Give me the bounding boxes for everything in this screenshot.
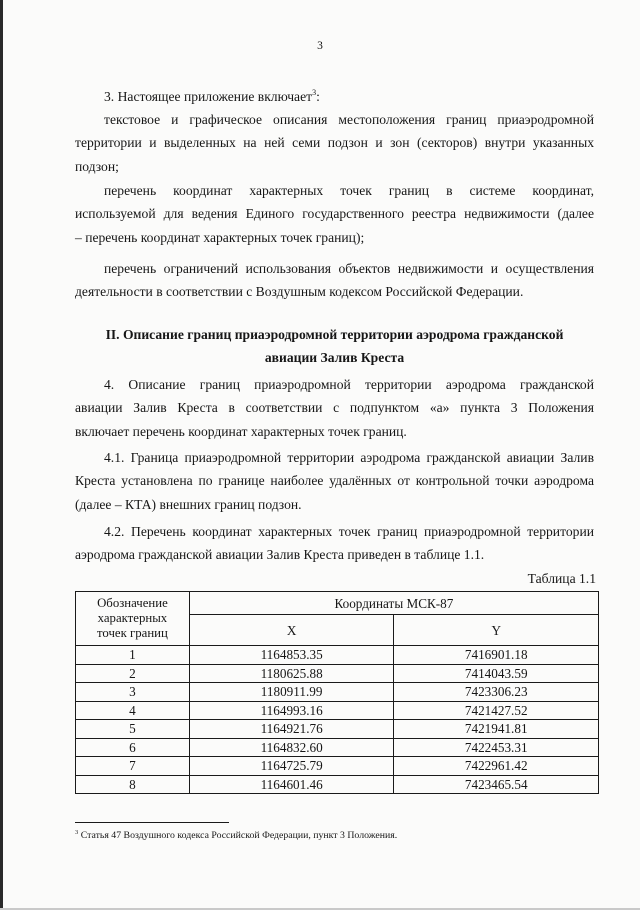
- paragraph-3-lead: [75, 85, 594, 108]
- cell-y: 7416901.18: [394, 646, 599, 665]
- list-item-line: деятельности в соответствии с Воздушным кодексом Российской Федерации.: [75, 284, 524, 300]
- cell-y: 7422453.31: [394, 738, 599, 757]
- footnote: [75, 830, 397, 841]
- paragraph-line: (далее – КТА) внешних границ подзон.: [75, 496, 302, 512]
- cell-x: 1164921.76: [189, 720, 394, 739]
- cell-y: 7421941.81: [394, 720, 599, 739]
- column-header-x: X: [189, 615, 394, 646]
- cell-y: 7421427.52: [394, 701, 599, 720]
- cell-x: 1164853.35: [189, 646, 394, 665]
- table-row: [76, 683, 599, 702]
- list-item-line: территории и выделенных на ней семи подзон и зон (секторов) внутри указанных: [75, 135, 594, 151]
- cell-x: 1180911.99: [189, 683, 394, 702]
- cell-x: 1164725.79: [189, 757, 394, 776]
- list-item-text-description: [75, 108, 594, 178]
- cell-y: 7423465.54: [394, 775, 599, 794]
- section-heading-line: II. Описание границ приаэродромной территории аэродрома гражданской: [105, 327, 564, 342]
- coordinates-table: [75, 591, 599, 794]
- cell-x: 1164993.16: [189, 701, 394, 720]
- table-body: [76, 646, 599, 794]
- cell-point-number: 2: [76, 664, 190, 683]
- paragraph-4-1: [75, 446, 594, 516]
- cell-point-number: 5: [76, 720, 190, 739]
- paragraph-line: 4.1. Граница приаэродромной территории аэродрома гражданской авиации Залив: [104, 450, 594, 465]
- cell-point-number: 7: [76, 757, 190, 776]
- paragraph-3-colon: :: [316, 89, 320, 104]
- paragraph-line: 4. Описание границ приаэродромной территории аэродрома гражданской: [104, 377, 594, 392]
- list-item-line: перечень ограничений использования объектов недвижимости и осуществления: [104, 261, 594, 276]
- paragraph-4-2: [75, 520, 594, 567]
- table-row: [76, 646, 599, 665]
- paragraph-3-text: 3. Настоящее приложение включает: [104, 89, 313, 104]
- list-item-line: используемой для ведения Единого государственного реестра недвижимости (далее: [75, 206, 594, 222]
- paragraph-line: Креста установлена по границе наиболее удалённых от контрольной точки аэродрома: [75, 473, 594, 489]
- cell-x: 1164601.46: [189, 775, 394, 794]
- section-heading-line: авиации Залив Креста: [264, 350, 405, 366]
- list-item-line: текстовое и графическое описания местоположения границ приаэродромной: [104, 112, 594, 127]
- footnote-ref: 3: [312, 88, 317, 97]
- table-row: [76, 701, 599, 720]
- footnote-text: Статья 47 Воздушного кодекса Российской Федерации, пункт 3 Положения.: [80, 830, 398, 841]
- list-item-line: подзон;: [75, 158, 119, 174]
- table-caption: Таблица 1.1: [527, 571, 596, 586]
- page-number: 3: [317, 40, 323, 52]
- list-item-line: перечень координат характерных точек границ в системе координат,: [104, 183, 594, 198]
- cell-point-number: 3: [76, 683, 190, 702]
- column-header-y: Y: [394, 615, 599, 646]
- list-item-coordinates: [75, 179, 594, 249]
- paragraph-line: авиации Залив Креста в соответствии с подпунктом «а» пункта 3 Положения: [75, 400, 594, 416]
- cell-point-number: 1: [76, 646, 190, 665]
- paragraph-line: 4.2. Перечень координат характерных точек границ приаэродромной территории: [104, 524, 594, 539]
- footnote-number: 3: [75, 829, 79, 836]
- column-header-line: точек границ: [96, 626, 168, 640]
- cell-x: 1164832.60: [189, 738, 394, 757]
- cell-y: 7414043.59: [394, 664, 599, 683]
- paragraph-line: включает перечень координат характерных точек границ.: [75, 423, 407, 439]
- scan-edge: [0, 0, 3, 910]
- cell-point-number: 4: [76, 701, 190, 720]
- column-header-line: характерных: [97, 611, 168, 625]
- table-row: [76, 757, 599, 776]
- table-row: [76, 720, 599, 739]
- section-heading: [75, 323, 594, 370]
- cell-point-number: 8: [76, 775, 190, 794]
- column-header-coords: Координаты МСК-87: [189, 592, 598, 615]
- paragraph-4: [75, 373, 594, 443]
- footnote-divider: [75, 822, 229, 823]
- list-item-restrictions: [75, 257, 594, 304]
- cell-y: 7423306.23: [394, 683, 599, 702]
- cell-y: 7422961.42: [394, 757, 599, 776]
- cell-x: 1180625.88: [189, 664, 394, 683]
- cell-point-number: 6: [76, 738, 190, 757]
- list-item-line: – перечень координат характерных точек границ);: [75, 229, 365, 245]
- table-row: [76, 775, 599, 794]
- paragraph-3: [75, 85, 594, 108]
- table-row: [76, 738, 599, 757]
- table-row: [76, 664, 599, 683]
- paragraph-line: аэродрома гражданской авиации Залив Креста приведен в таблице 1.1.: [75, 547, 485, 563]
- column-header-point: [76, 592, 190, 646]
- column-header-line: Обозначение: [97, 596, 168, 610]
